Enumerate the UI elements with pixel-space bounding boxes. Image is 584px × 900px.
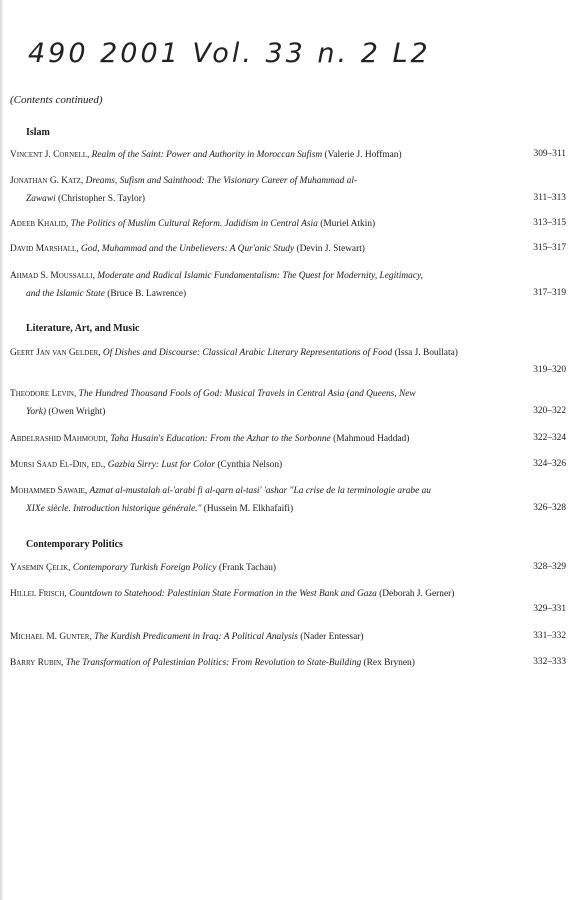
entry-title: The Hundred Thousand Fools of God: Musical Travels in Central Asia (and Queens, New: [78, 389, 416, 399]
toc-entry: [10, 146, 480, 164]
entry-author: Yasemin Çelik,: [10, 563, 71, 573]
entry-reviewer: (Muriel Atkin): [320, 219, 376, 229]
section-heading-politics: Contemporary Politics: [26, 539, 123, 550]
entry-pages: 317–319: [533, 288, 566, 298]
entry-author: Abdelrashid Mahmoudi,: [10, 434, 108, 444]
entry-pages: 326–328: [533, 503, 566, 513]
entry-title: Countdown to Statehood: Palestinian State Formation in the West Bank and Gaza: [69, 589, 377, 599]
entry-reviewer: (Mahmoud Haddad): [333, 434, 410, 444]
entry-title: Dreams, Sufism and Sainthood: The Visionary Career of Muhammad al-: [85, 176, 358, 186]
entry-author: Mursi Saad El-Din, ed.,: [10, 460, 106, 470]
toc-entry: [10, 559, 480, 577]
toc-entry: [10, 430, 480, 448]
entry-title: Realm of the Saint: Power and Authority in Moroccan Sufism: [91, 150, 323, 160]
entry-title-continued: York): [26, 407, 46, 417]
toc-entry: [10, 344, 480, 362]
entry-pages: 328–329: [533, 562, 566, 572]
toc-entry: [10, 215, 480, 233]
entry-reviewer: (Nader Entessar): [300, 632, 364, 642]
entry-pages: 324–326: [533, 459, 566, 469]
entry-reviewer: (Devin J. Stewart): [296, 244, 365, 254]
entry-reviewer: (Bruce B. Lawrence): [107, 289, 187, 299]
entry-title-continued: Zawawi: [26, 194, 56, 204]
entry-title: Gazbia Sirry: Lust for Color: [107, 460, 215, 470]
entry-title: The Politics of Muslim Cultural Reform. Jadidism in Central Asia: [70, 219, 318, 229]
toc-entry: [10, 654, 480, 672]
entry-author: Vincent J. Cornell,: [10, 150, 90, 160]
toc-entry: [10, 267, 480, 303]
entry-pages: 311–313: [533, 193, 566, 203]
toc-entry: [10, 240, 480, 258]
toc-entry: [10, 628, 480, 646]
entry-title: God, Muhammad and the Unbelievers: A Qur'anic Study: [81, 244, 295, 254]
entry-author: Adeeb Khalid,: [10, 219, 69, 229]
entry-title: The Kurdish Predicament in Iraq: A Political Analysis: [94, 632, 298, 642]
entry-reviewer: (Frank Tachau): [218, 563, 277, 573]
entry-title-continued: and the Islamic State: [26, 289, 105, 299]
entry-pages: 319–320: [533, 365, 566, 375]
toc-entry: [10, 385, 480, 421]
entry-pages: 309–311: [533, 149, 566, 159]
entry-title: Taha Husain's Education: From the Azhar to the Sorbonne: [110, 434, 331, 444]
entry-pages: 331–332: [533, 631, 566, 641]
handwritten-note: 490 2001 Vol. 33 n. 2 L2: [28, 38, 431, 69]
entry-author: Barry Rubin,: [10, 658, 64, 668]
entry-author: Theodore Levin,: [10, 389, 77, 399]
toc-entry: [10, 482, 480, 518]
entry-author: Hillel Frisch,: [10, 589, 67, 599]
entry-title: Contemporary Turkish Foreign Policy: [72, 563, 217, 573]
entry-reviewer: (Owen Wright): [48, 407, 106, 417]
entry-pages: 320–322: [533, 406, 566, 416]
entry-pages: 332–333: [533, 657, 566, 667]
entry-author: Jonathan G. Katz,: [10, 176, 84, 186]
toc-entry: [10, 172, 480, 208]
entry-title: Of Dishes and Discourse: Classical Arabic Literary Representations of Food: [102, 348, 393, 358]
entry-reviewer: (Issa J. Boullata): [394, 348, 458, 358]
entry-title: The Transformation of Palestinian Politics: From Revolution to State-Building: [65, 658, 362, 668]
entry-pages: 322–324: [533, 433, 566, 443]
scan-edge: [0, 0, 4, 900]
entry-pages: 313–315: [533, 218, 566, 228]
entry-author: Ahmad S. Moussalli,: [10, 271, 95, 281]
entry-reviewer: (Valerie J. Hoffman): [324, 150, 402, 160]
toc-entry: [10, 456, 480, 474]
entry-title: Moderate and Radical Islamic Fundamentalism: The Quest for Modernity, Legitimacy,: [97, 271, 423, 281]
entry-title-continued: XIXe siècle. Introduction historique générale.": [26, 504, 202, 514]
entry-reviewer: (Christopher S. Taylor): [58, 194, 145, 204]
entry-reviewer: (Cynthia Nelson): [217, 460, 283, 470]
entry-author: Mohammed Sawaie,: [10, 486, 88, 496]
entry-author: Michael M. Gunter,: [10, 632, 92, 642]
section-heading-literature: Literature, Art, and Music: [26, 323, 140, 334]
entry-pages: 315–317: [533, 243, 566, 253]
entry-author: Geert Jan van Gelder,: [10, 348, 101, 358]
entry-author: David Marshall,: [10, 244, 79, 254]
entry-pages: 329–331: [533, 604, 566, 614]
toc-entry: [10, 585, 480, 603]
section-heading-islam: Islam: [26, 127, 50, 138]
entry-reviewer: (Deborah J. Gerner): [379, 589, 455, 599]
contents-continued-label: (Contents continued): [10, 94, 103, 106]
entry-reviewer: (Rex Brynen): [363, 658, 415, 668]
entry-title: Azmat al-mustalah al-'arabi fi al-qarn al-tasi' 'ashar "La crise de la terminologie arabe au: [89, 486, 431, 496]
entry-reviewer: (Hussein M. Elkhafaifi): [203, 504, 294, 514]
